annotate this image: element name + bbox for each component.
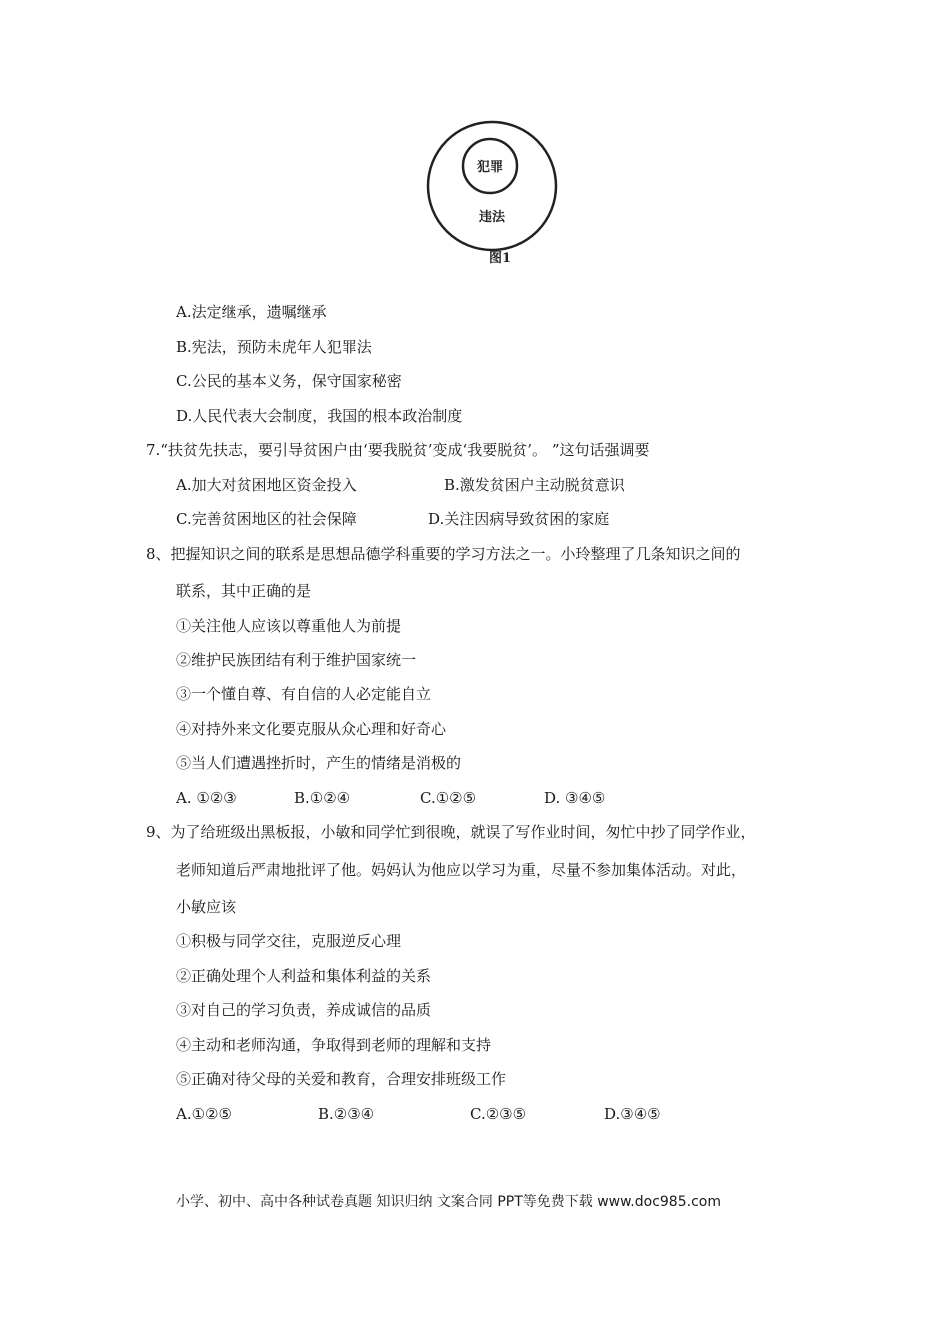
q8-option-d: D. ③④⑤ bbox=[544, 789, 606, 807]
q7-stem: 7.“扶贫先扶志，要引导贫困户由‘要我脱贫’变成‘我要脱贫’。 ”这句话强调要 bbox=[146, 441, 650, 459]
q7-option-a: A.加大对贫困地区资金投入 bbox=[176, 476, 357, 494]
q8-option-a: A. ①②③ bbox=[176, 789, 237, 807]
q9-option-c: C.②③⑤ bbox=[470, 1105, 527, 1123]
q6-option-b: B.宪法，预防未虎年人犯罪法 bbox=[176, 338, 372, 356]
q9-item-3: ③对自己的学习负责，养成诚信的品质 bbox=[176, 1001, 432, 1019]
q8-item-1: ①关注他人应该以尊重他人为前提 bbox=[176, 617, 402, 635]
figure-caption: 图1 bbox=[488, 251, 512, 266]
venn-figure bbox=[420, 118, 570, 268]
q7-option-d: D.关注因病导致贫困的家庭 bbox=[428, 510, 610, 528]
q7-option-b: B.激发贫困户主动脱贫意识 bbox=[444, 476, 625, 494]
q6-option-d: D.人民代表大会制度，我国的根本政治制度 bbox=[176, 407, 463, 425]
q6-option-c: C.公民的基本义务，保守国家秘密 bbox=[176, 372, 402, 390]
q8-stem-line1: 8、把握知识之间的联系是思想品德学科重要的学习方法之一。小玲整理了几条知识之间的 bbox=[146, 545, 741, 563]
q9-stem-line2: 老师知道后严肃地批评了他。妈妈认为他应以学习为重，尽量不参加集体活动。对此， bbox=[176, 861, 747, 879]
outer-circle bbox=[428, 122, 556, 250]
q9-item-1: ①积极与同学交往，克服逆反心理 bbox=[176, 932, 402, 950]
q8-item-3: ③一个懂自尊、有自信的人必定能自立 bbox=[176, 685, 432, 703]
q8-option-c: C.①②⑤ bbox=[420, 789, 477, 807]
q9-item-4: ④主动和老师沟通，争取得到老师的理解和支持 bbox=[176, 1036, 492, 1054]
q9-item-5: ⑤正确对待父母的关爱和教育，合理安排班级工作 bbox=[176, 1070, 507, 1088]
q8-option-b: B.①②④ bbox=[294, 789, 351, 807]
q9-stem-line1: 9、为了给班级出黑板报，小敏和同学忙到很晚，就误了写作业时间，匆忙中抄了同学作业， bbox=[146, 823, 756, 841]
q8-item-2: ②维护民族团结有利于维护国家统一 bbox=[176, 651, 417, 669]
q9-stem-line3: 小敏应该 bbox=[176, 898, 237, 916]
q8-item-5: ⑤当人们遭遇挫折时，产生的情绪是消极的 bbox=[176, 754, 462, 772]
page-footer: 小学、初中、高中各种试卷真题 知识归纳 文案合同 PPT等免费下载 www.doc985.com bbox=[176, 1194, 721, 1210]
q9-option-a: A.①②⑤ bbox=[176, 1105, 232, 1123]
venn-diagram bbox=[420, 118, 570, 268]
q9-item-2: ②正确处理个人利益和集体利益的关系 bbox=[176, 967, 432, 985]
inner-label: 犯罪 bbox=[476, 160, 504, 175]
q8-item-4: ④对持外来文化要克服从众心理和好奇心 bbox=[176, 720, 447, 738]
q6-option-a: A.法定继承，遗嘱继承 bbox=[176, 303, 327, 321]
outer-label: 违法 bbox=[478, 210, 506, 225]
q7-option-c: C.完善贫困地区的社会保障 bbox=[176, 510, 357, 528]
q8-stem-line2: 联系，其中正确的是 bbox=[176, 582, 312, 600]
q9-option-d: D.③④⑤ bbox=[604, 1105, 661, 1123]
q9-option-b: B.②③④ bbox=[318, 1105, 375, 1123]
